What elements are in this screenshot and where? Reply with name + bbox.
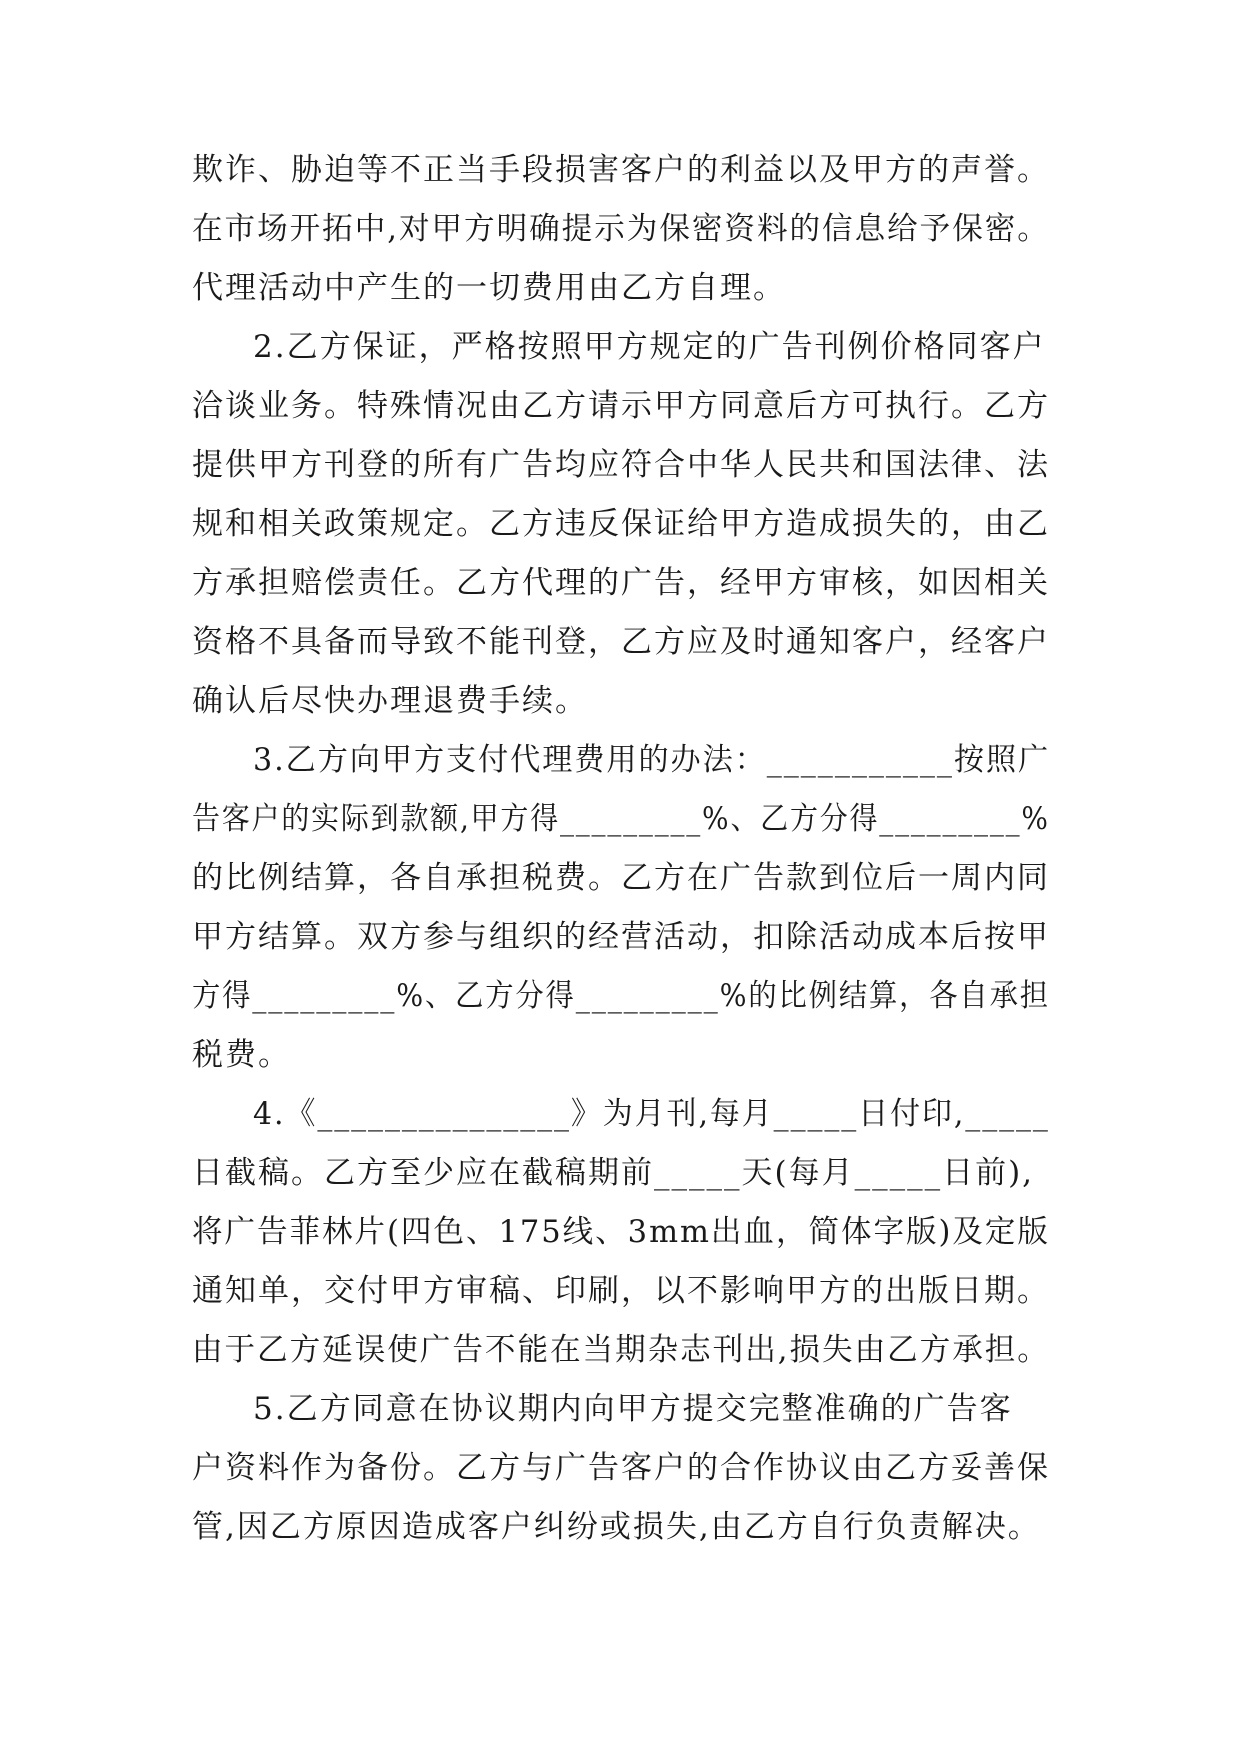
text-line: 在市场开拓中,对甲方明确提示为保密资料的信息给予保密。	[192, 211, 1050, 247]
text-line: 代理活动中产生的一切费用由乙方自理。	[192, 270, 786, 306]
paragraph-5-start: 5.乙方同意在协议期内向甲方提交完整准确的广告客	[253, 1391, 1013, 1427]
text-line: 户资料作为备份。乙方与广告客户的合作协议由乙方妥善保	[192, 1450, 1050, 1486]
text-line: 资格不具备而导致不能刊登，乙方应及时通知客户，经客户	[192, 624, 1050, 660]
text-line: 方得_________%、乙方分得_________%的比例结算，各自承担	[192, 978, 1050, 1014]
text-line: 通知单，交付甲方审稿、印刷，以不影响甲方的出版日期。	[192, 1273, 1050, 1309]
text-line: 洽谈业务。特殊情况由乙方请示甲方同意后方可执行。乙方	[192, 388, 1050, 424]
text-line: 管,因乙方原因造成客户纠纷或损失,由乙方自行负责解决。	[192, 1509, 1041, 1545]
text-line: 税费。	[192, 1037, 291, 1073]
text-line: 告客户的实际到款额,甲方得_________%、乙方分得_________%	[192, 801, 1050, 837]
text-line: 规和相关政策规定。乙方违反保证给甲方造成损失的，由乙	[192, 506, 1050, 542]
text-line: 确认后尽快办理退费手续。	[192, 683, 588, 719]
paragraph-3-start: 3.乙方向甲方支付代理费用的办法：___________按照广	[253, 742, 1051, 778]
text-line: 甲方结算。双方参与组织的经营活动，扣除活动成本后按甲	[192, 919, 1050, 955]
text-line: 欺诈、胁迫等不正当手段损害客户的利益以及甲方的声誉。	[192, 152, 1050, 188]
text-line: 将广告菲林片(四色、175线、3mm出血，简体字版)及定版	[192, 1214, 1050, 1250]
paragraph-4-start: 4.《_______________》为月刊,每月_____日付印,_____	[253, 1096, 1050, 1132]
text-line: 由于乙方延误使广告不能在当期杂志刊出,损失由乙方承担。	[192, 1332, 1050, 1368]
text-line: 提供甲方刊登的所有广告均应符合中华人民共和国法律、法	[192, 447, 1050, 483]
paragraph-2-start: 2.乙方保证，严格按照甲方规定的广告刊例价格同客户	[253, 329, 1046, 365]
text-line: 的比例结算，各自承担税费。乙方在广告款到位后一周内同	[192, 860, 1050, 896]
text-line: 日截稿。乙方至少应在截稿期前_____天(每月_____日前),	[192, 1155, 1035, 1191]
text-line: 方承担赔偿责任。乙方代理的广告，经甲方审核，如因相关	[192, 565, 1050, 601]
